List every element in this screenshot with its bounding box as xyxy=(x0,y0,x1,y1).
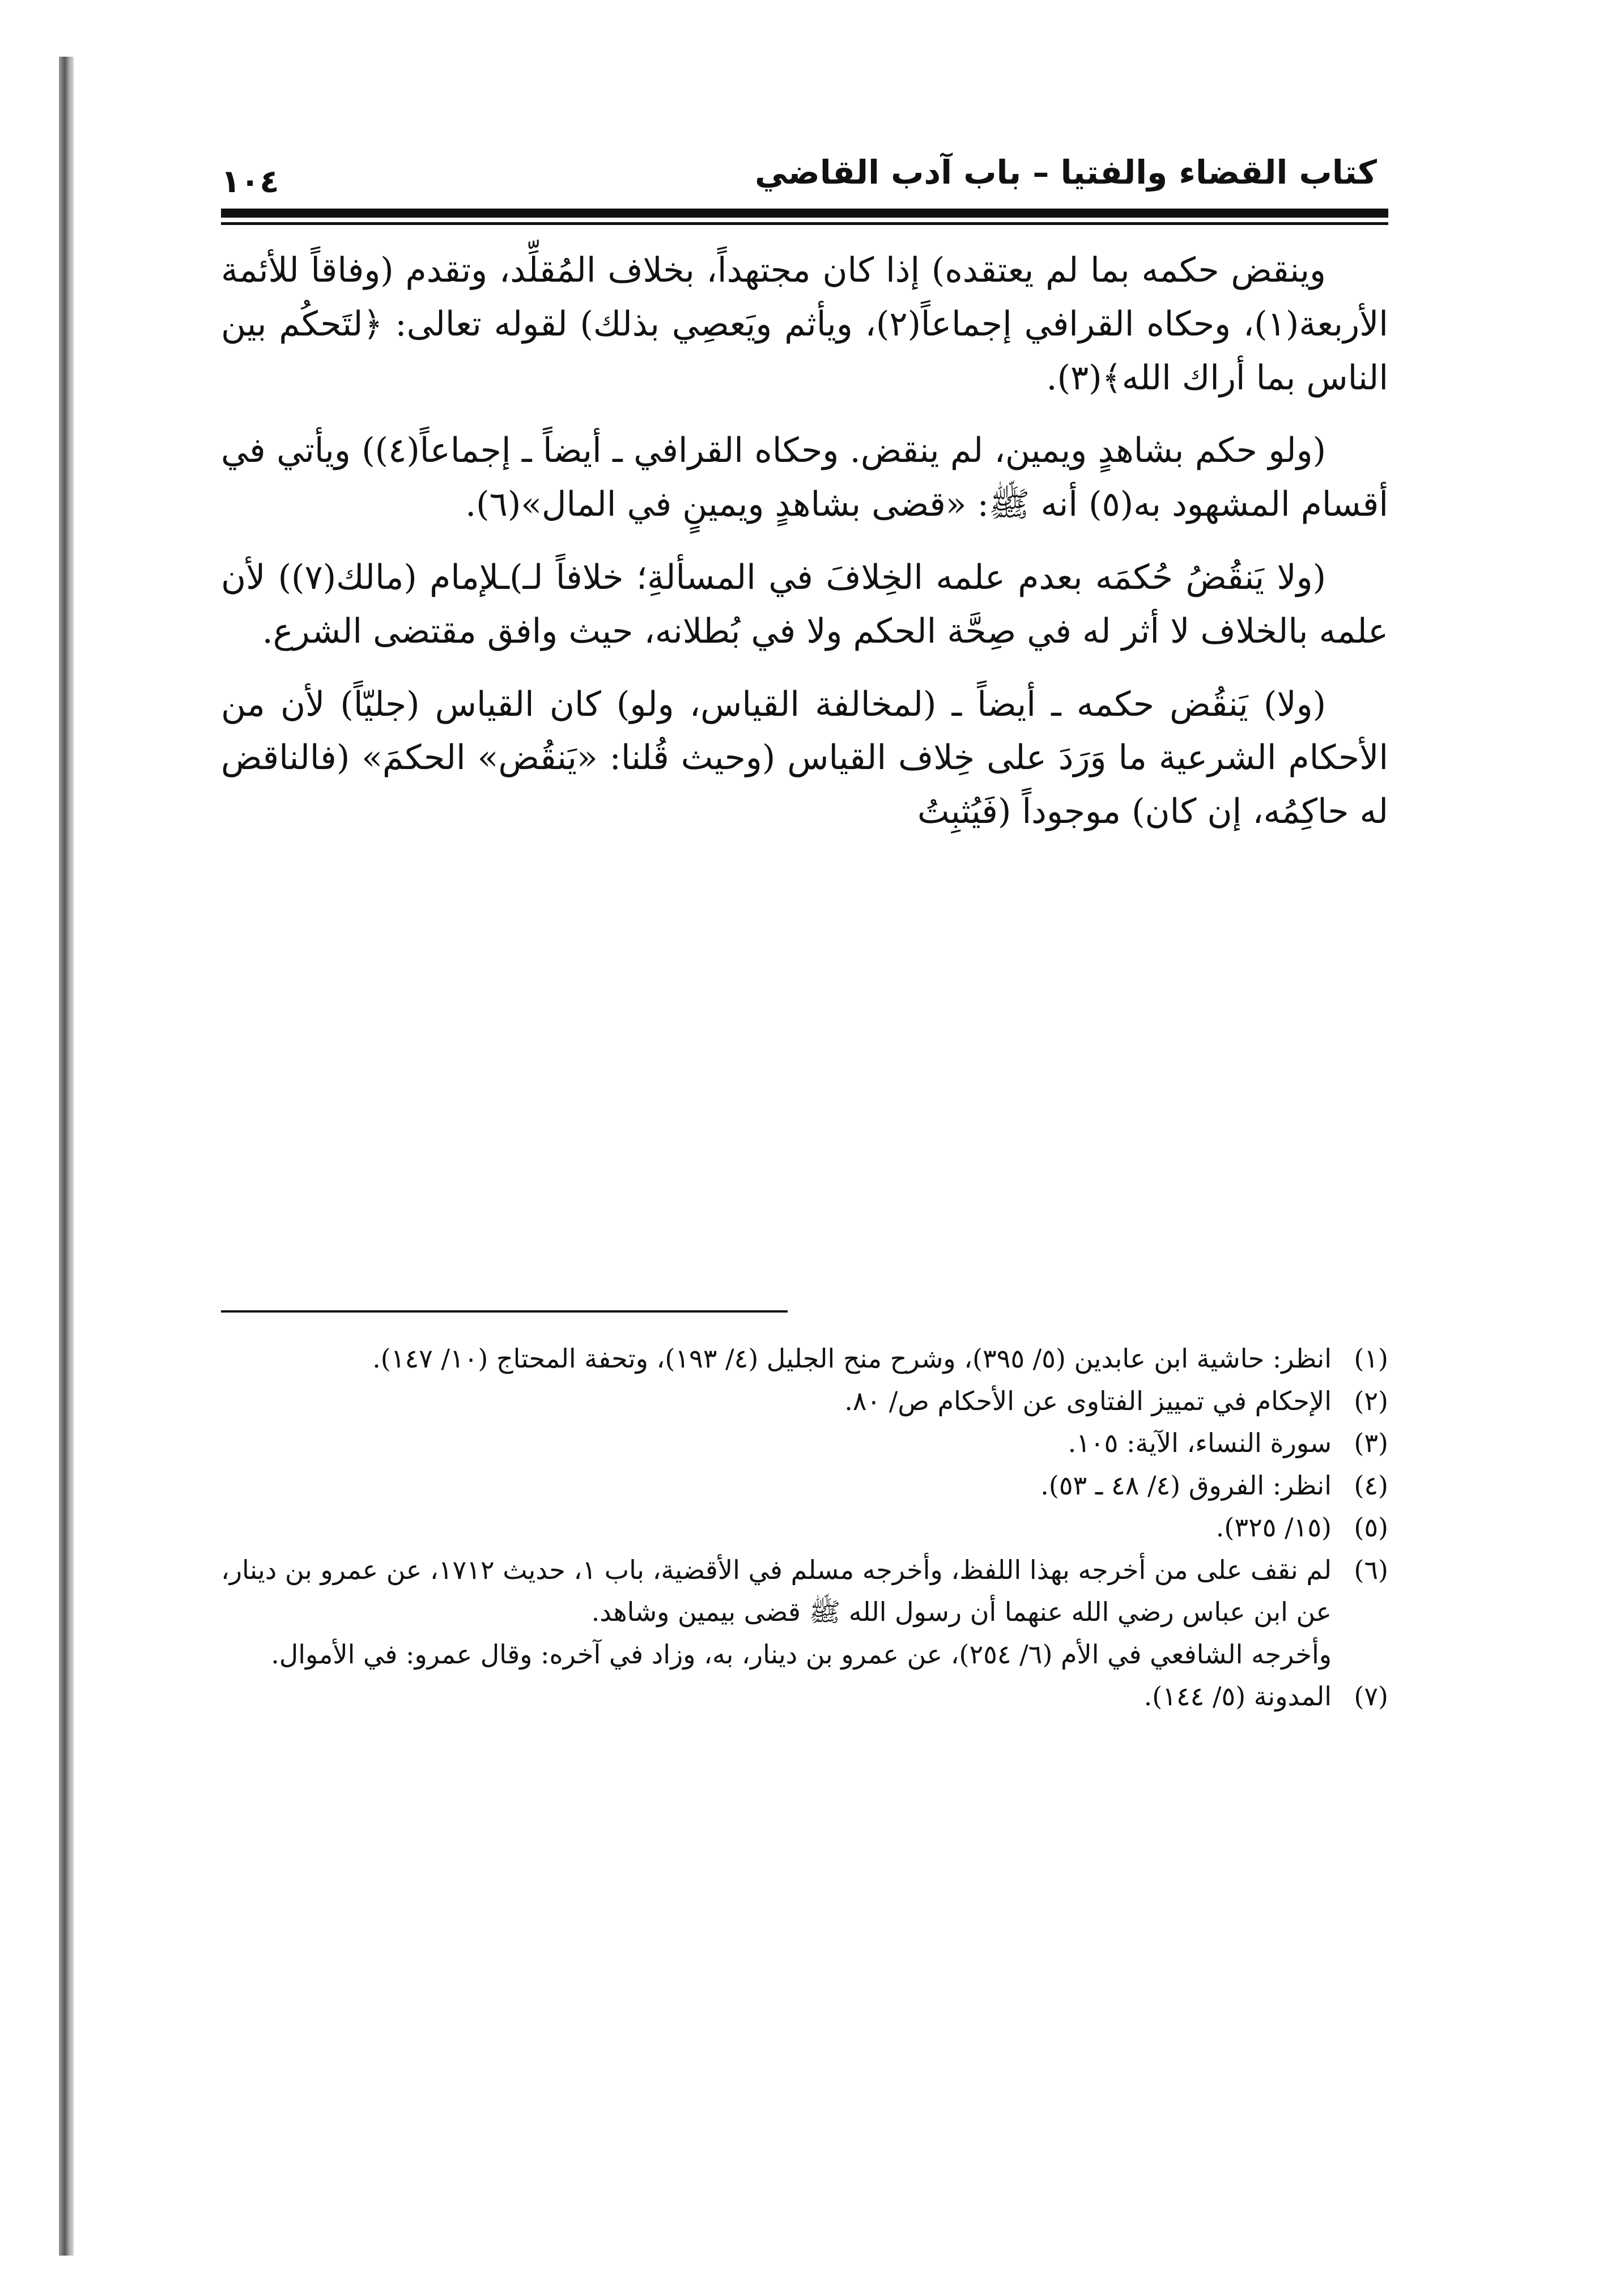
footnote xyxy=(221,1380,1388,1422)
book-page xyxy=(221,136,1388,2256)
paragraph: (ولو حكم بشاهدٍ ويمين، لم ينقض. وحكاه القرافي ـ أيضاً ـ إجماعاً(٤)) ويأتي في أقسام المشهود به(٥) أنه ﷺ: «قضى بشاهدٍ ويمينٍ في المال»(٦). xyxy=(221,431,1388,525)
footnote-separator xyxy=(221,1310,788,1313)
footnote xyxy=(221,1464,1388,1507)
footnote-number: (٧) xyxy=(1354,1681,1388,1712)
footnote-number: (٢) xyxy=(1354,1385,1388,1416)
footnote xyxy=(221,1506,1388,1549)
paragraph: (ولا يَنقُضُ حُكمَه بعدم علمه الخِلافَ في المسألةِ؛ خلافاً لـ)ـلإمام (مالك(٧)) لأن علمه بالخلاف لا أثر له في صِحَّة الحكم ولا في بُطلانه، حيث وافق مقتضى الشرع. xyxy=(221,557,1388,651)
footnote-text: انظر: حاشية ابن عابدين (٥/ ٣٩٥)، وشرح منح الجليل (٤/ ١٩٣)، وتحفة المحتاج (١٠/ ١٤٧). xyxy=(372,1343,1332,1374)
footnote-text: المدونة (٥/ ١٤٤). xyxy=(1143,1681,1332,1712)
footnote-number: (١) xyxy=(1354,1343,1388,1374)
footnote-number: (٥) xyxy=(1354,1512,1388,1543)
book-spine-shadow xyxy=(59,57,74,2256)
header-rule-thin xyxy=(221,222,1388,225)
footnote-number: (٣) xyxy=(1354,1428,1388,1459)
footnote-text: (١٥/ ٣٢٥). xyxy=(1215,1512,1332,1543)
footnote-number: (٦) xyxy=(1354,1554,1388,1585)
paragraph: (ولا) يَنقُض حكمه ـ أيضاً ـ (لمخالفة القياس، ولو) كان القياس (جليّاً) لأن من الأحكام الشرعية ما وَرَدَ على خِلاف القياس (وحيث قُلنا: «يَنقُض» الحكمَ» (فالناقض له حاكِمُه، إن كان) موجوداً (فَيُثبِتُ xyxy=(221,684,1388,832)
main-text xyxy=(221,244,1388,858)
footnote-text: الإحكام في تمييز الفتاوى عن الأحكام ص/ ٨٠. xyxy=(844,1385,1332,1416)
header-rule-thick xyxy=(221,209,1388,218)
page-number: ١٠٤ xyxy=(221,163,279,200)
footnotes xyxy=(221,1337,1388,1718)
footnote-text: لم نقف على من أخرجه بهذا اللفظ، وأخرجه مسلم في الأقضية، باب ١، حديث ١٧١٢، عن عمرو بن دينار، عن ابن عباس رضي الله عنهما أن رسول الله ﷺ قضى بيمين وشاهد. xyxy=(221,1554,1332,1628)
footnote-text: انظر: الفروق (٤/ ٤٨ ـ ٥٣). xyxy=(1040,1470,1332,1501)
footnote xyxy=(221,1337,1388,1380)
footnote-continuation: وأخرجه الشافعي في الأم (٦/ ٢٥٤)، عن عمرو بن دينار، به، وزاد في آخره: وقال عمرو: في الأموال. xyxy=(271,1638,1332,1670)
footnote xyxy=(221,1422,1388,1464)
chapter-title: كتاب القضاء والفتيا – باب آدب القاضي xyxy=(755,153,1377,192)
footnote xyxy=(221,1675,1388,1718)
footnote-number: (٤) xyxy=(1354,1470,1388,1501)
running-header xyxy=(221,136,1388,210)
footnote xyxy=(221,1549,1388,1633)
paragraph: وينقض حكمه بما لم يعتقده) إذا كان مجتهداً، بخلاف المُقلِّد، وتقدم (وفاقاً للأئمة الأربعة(١)، وحكاه القرافي إجماعاً(٢)، ويأثم ويَعصِي بذلك) لقوله تعالى: ﴿لتَحكُم بين الناس بما أراك الله﴾(٣). xyxy=(221,250,1388,398)
footnote-text: سورة النساء، الآية: ١٠٥. xyxy=(1068,1428,1332,1459)
